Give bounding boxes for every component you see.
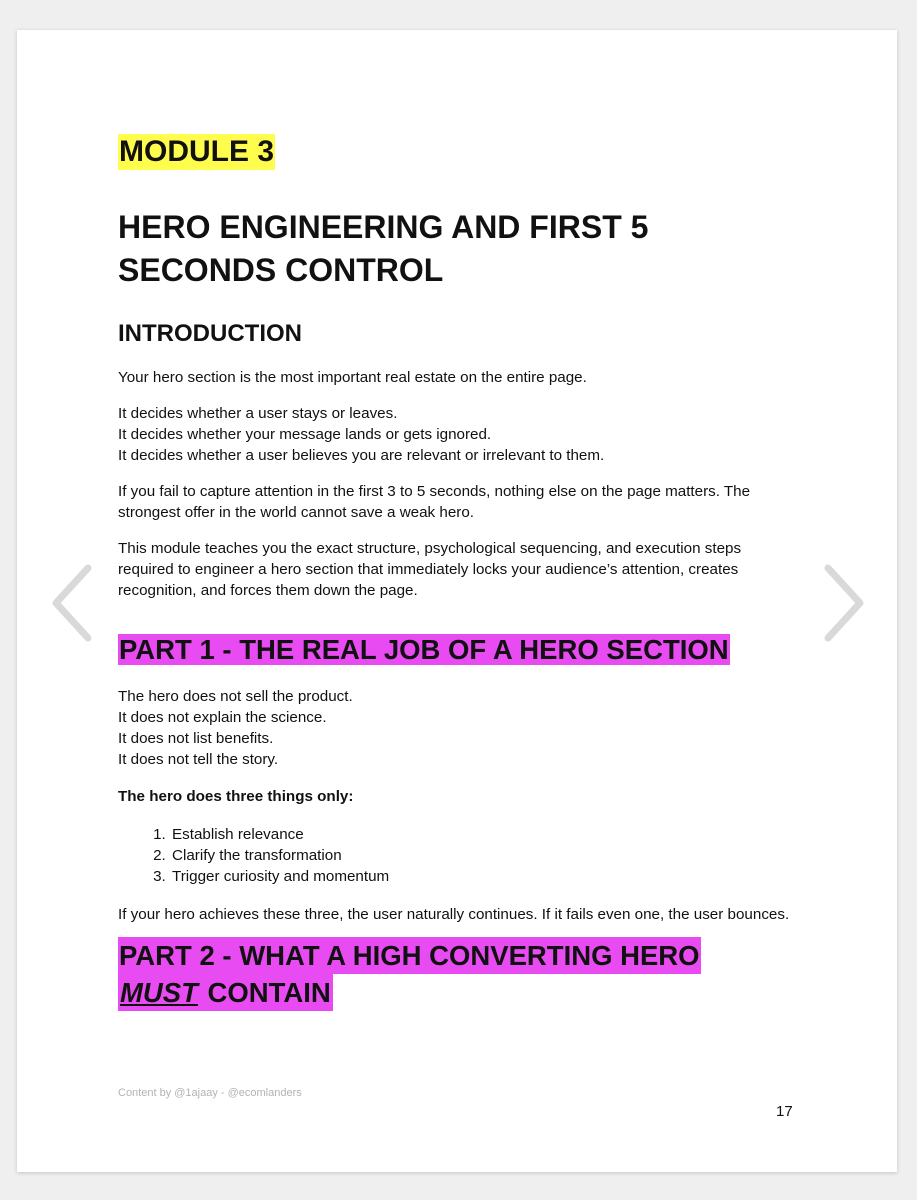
footer-credit: Content by @1ajaay - @ecomlanders [118,1087,302,1099]
intro-line: It decides whether a user stays or leaves. [118,405,398,422]
module-label: MODULE 3 [119,135,275,168]
part2-heading-line2 [118,974,333,1011]
list-item: 3. Trigger curiosity and momentum [170,866,798,887]
intro-heading: INTRODUCTION [118,320,302,347]
intro-paragraph-1: Your hero section is the most important real estate on the entire page. [118,369,587,386]
part1-heading-text: PART 1 - THE REAL JOB OF A HERO SECTION [119,634,729,665]
list-item: 1. Establish relevance [170,824,798,845]
part1-closing: If your hero achieves these three, the user naturally continues. If it fails even one, the user bounces. [118,906,790,923]
next-page-button[interactable] [818,560,872,646]
part1-bold-line: The hero does three things only: [118,788,354,805]
intro-paragraph-2 [118,403,798,466]
module-label-wrapper [118,134,798,170]
part1-lines [118,686,798,770]
part2-heading-line1: PART 2 - WHAT A HIGH CONVERTING HERO [118,937,701,974]
previous-page-button[interactable] [44,560,98,646]
list-item: 2. Clarify the transformation [170,845,798,866]
part1-steps-list [118,824,798,887]
page-content [118,134,798,1011]
part1-line: It does not tell the story. [118,751,279,768]
intro-paragraph-3: If you fail to capture attention in the first 3 to 5 seconds, nothing else on the page matters. The strongest offer in the world cannot save a weak hero. [118,483,751,521]
page-number: 17 [776,1103,793,1120]
part2-heading-emphasis: MUST [120,977,198,1008]
part1-heading [118,631,798,668]
chevron-right-icon [818,560,872,646]
part2-heading [118,937,798,1011]
part2-heading-rest: CONTAIN [199,977,331,1008]
chevron-left-icon [44,560,98,646]
part1-line: It does not list benefits. [118,730,274,747]
part1-line: It does not explain the science. [118,709,327,726]
intro-line: It decides whether a user believes you are relevant or irrelevant to them. [118,447,605,464]
part1-line: The hero does not sell the product. [118,688,353,705]
intro-paragraph-4: This module teaches you the exact structure, psychological sequencing, and execution steps required to engineer a hero section that immediately locks your audience’s attention, creates recognition, and forces them down the page. [118,540,742,599]
intro-line: It decides whether your message lands or gets ignored. [118,426,492,443]
page-title: HERO ENGINEERING AND FIRST 5 SECONDS CONTROL [118,209,649,288]
document-page [17,30,897,1172]
